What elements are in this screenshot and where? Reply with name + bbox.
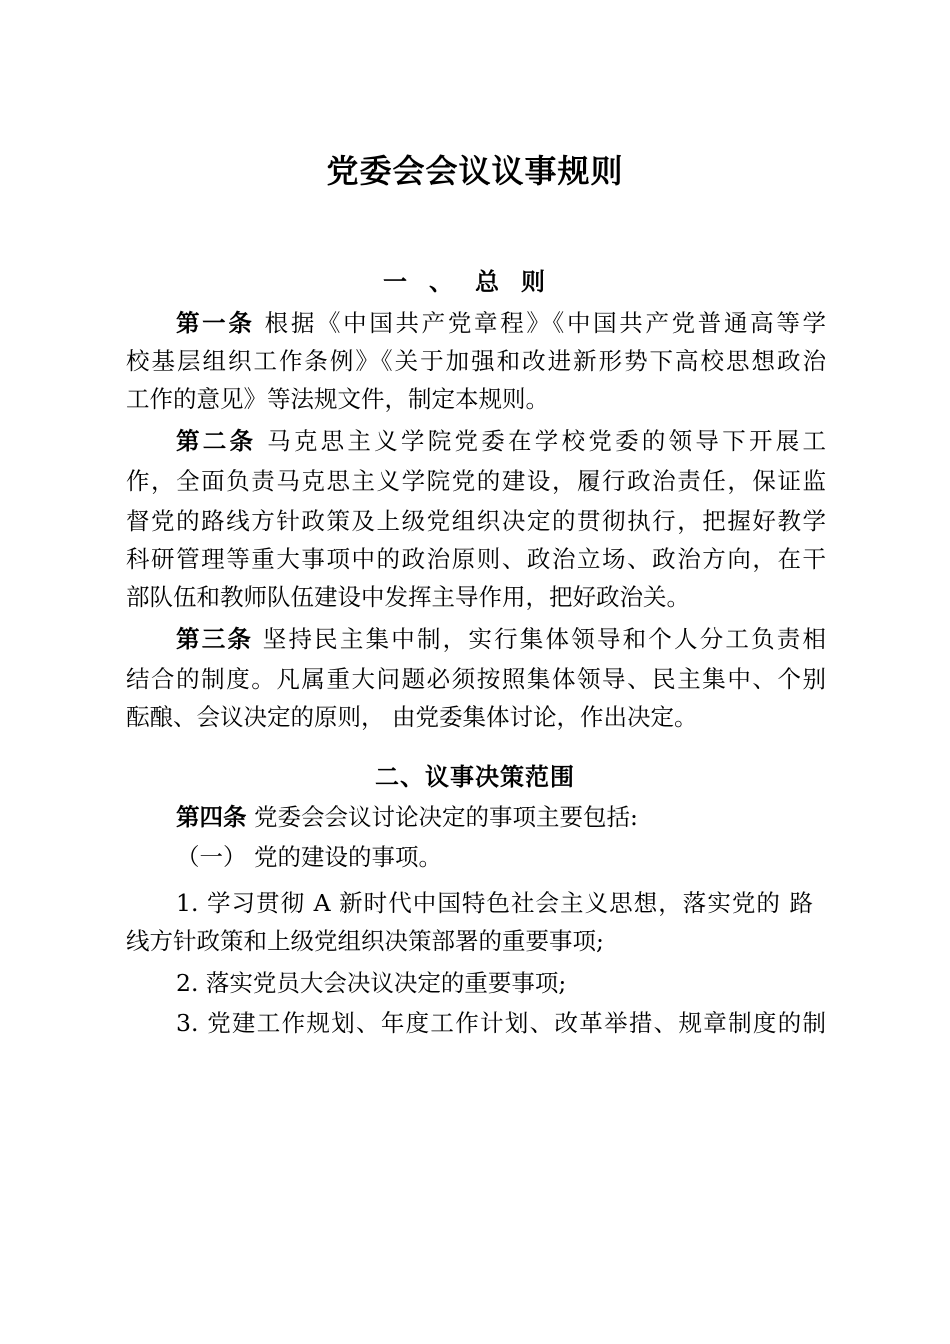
article-1-line-2: 校基层组织工作条例》《关于加强和改进新形势下高校思想政治 <box>126 347 826 375</box>
article-2-line-5: 部队伍和教师队伍建设中发挥主导作用，把好政治关。 <box>126 583 690 611</box>
article-2-line-1: 第二条 马克思主义学院党委在学校党委的领导下开展工 <box>176 427 827 455</box>
article-3-line-2: 结合的制度。凡属重大问题必须按照集体领导、民主集中、个别 <box>126 665 826 693</box>
article-3-label: 第三条 <box>176 625 254 653</box>
article-4-line-1: 第四条 党委会会议讨论决定的事项主要包括: <box>176 803 638 831</box>
section-heading-general: 一、总则 <box>383 268 567 296</box>
item-1-line-2: 线方针政策和上级党组织决策部署的重要事项; <box>126 927 604 955</box>
article-2-line-4: 科研管理等重大事项中的政治原则、政治立场、政治方向，在干 <box>126 545 826 573</box>
article-2-line-2: 作，全面负责马克思主义学院党的建设，履行政治责任，保证监 <box>126 467 826 495</box>
item-1-line-1: 1. 学习贯彻 A 新时代中国特色社会主义思想，落实党的 路 <box>176 889 813 917</box>
section-heading-scope: 二、议事决策范围 <box>375 763 575 791</box>
article-2-label: 第二条 <box>176 427 257 455</box>
article-1-line-1: 第一条 根据《中国共产党章程》《中国共产党普通高等学 <box>176 309 826 337</box>
article-1-label: 第一条 <box>176 309 255 337</box>
item-3-line-1: 3. 党建工作规划、年度工作计划、改革举措、规章制度的制 <box>176 1009 826 1037</box>
page-title: 党委会会议议事规则 <box>326 152 624 190</box>
article-4-label: 第四条 <box>176 803 247 831</box>
article-2-line-3: 督党的路线方针政策及上级党组织决定的贯彻执行，把握好教学 <box>126 507 826 535</box>
article-3-line-1: 第三条 坚持民主集中制，实行集体领导和个人分工负责相 <box>176 625 826 653</box>
article-1-line-3: 工作的意见》等法规文件，制定本规则。 <box>126 385 549 413</box>
sub-item-1: （一） 党的建设的事项。 <box>176 843 442 871</box>
item-2: 2. 落实党员大会决议决定的重要事项; <box>176 969 567 997</box>
article-3-line-3: 酝酿、会议决定的原则， 由党委集体讨论，作出决定。 <box>126 703 698 731</box>
